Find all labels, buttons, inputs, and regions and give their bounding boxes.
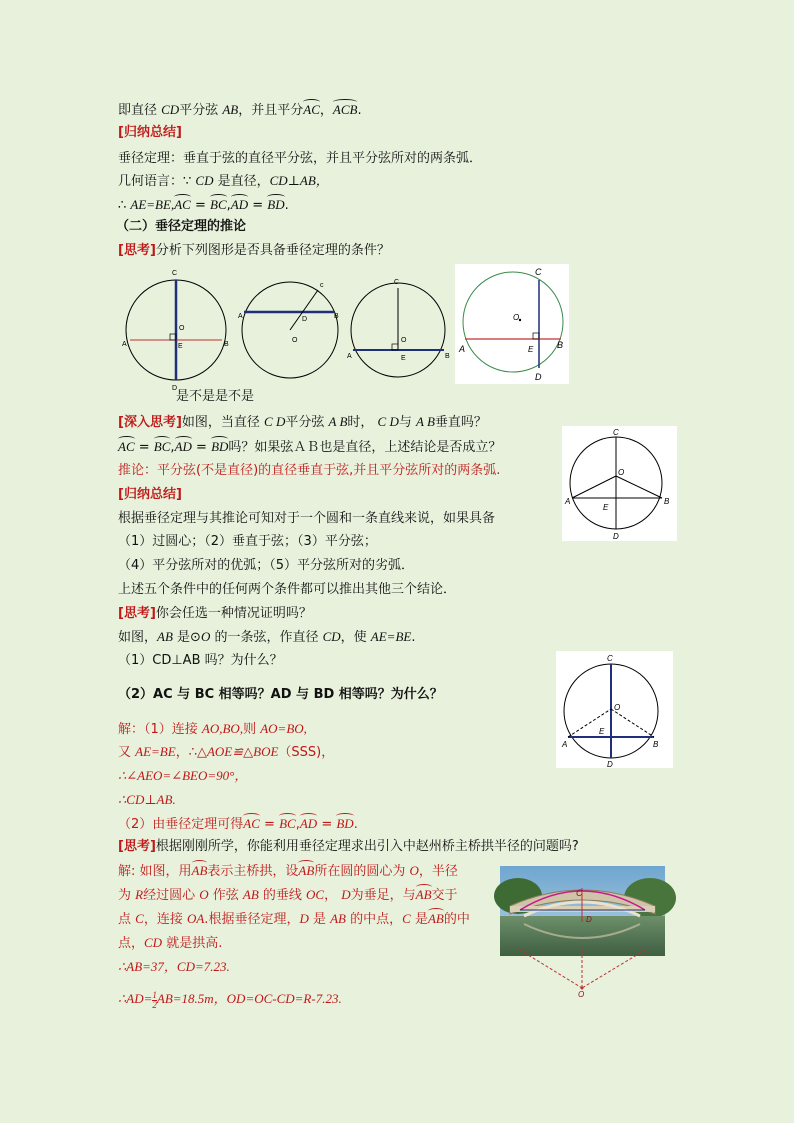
svg-text:O: O bbox=[578, 990, 585, 999]
svg-text:O: O bbox=[179, 325, 185, 332]
think-question-3: [思考]根据刚刚所学，你能利用垂径定理求出引入中赵州桥主桥拱半径的问题吗? bbox=[118, 839, 579, 854]
geometric-language: 几何语言：∵ CD 是直径，CD⊥AB， bbox=[118, 173, 329, 189]
svg-text:C: C bbox=[613, 428, 619, 437]
summary-text: 根据垂径定理与其推论可知对于一个圆和一条直线来说，如果具备 bbox=[118, 511, 496, 526]
svg-text:A: A bbox=[565, 497, 571, 506]
svg-text:D: D bbox=[607, 760, 613, 769]
figure-deep-panel bbox=[562, 426, 677, 541]
svg-text:E: E bbox=[401, 355, 406, 362]
svg-text:A: A bbox=[122, 341, 127, 348]
figure-caption: 是不是是不是 bbox=[176, 389, 255, 404]
svg-text:D: D bbox=[613, 532, 619, 541]
conclusion-line: ∴ AE=BE,AC = BC,AD = BD. bbox=[118, 197, 289, 213]
svg-text:C: C bbox=[535, 267, 542, 277]
bridge-solution-3: 点 C，连接 OA.根据垂径定理，D 是 AB 的中点，C 是AB的中 bbox=[118, 911, 470, 927]
deep-thinking-line-1: [深入思考]如图，当直径 C D平分弦 A B时， C D与 A B垂直吗？ bbox=[118, 414, 487, 430]
svg-text:A: A bbox=[238, 313, 243, 320]
svg-text:D: D bbox=[586, 915, 592, 924]
bridge-solution-2: 为 R经过圆心 O 作弦 AB 的垂线 OC， D为垂足，与AB交于 bbox=[118, 887, 458, 903]
bridge-photo-drawing bbox=[500, 866, 665, 956]
svg-text:B: B bbox=[664, 497, 670, 506]
condition-list-1: （1）过圆心；（2）垂直于弦；（3）平分弦； bbox=[118, 534, 377, 549]
think-question-2: [思考]你会任选一种情况证明吗？ bbox=[118, 606, 312, 621]
figure-circle-3 bbox=[345, 270, 455, 388]
calculation-1: ∴AB=37，CD=7.23. bbox=[118, 959, 230, 974]
svg-text:B: B bbox=[445, 353, 450, 360]
solution-step-2: 又 AE=BE，∴△AOE≌△BOE（SSS)， bbox=[118, 744, 335, 760]
svg-text:B: B bbox=[224, 341, 229, 348]
figure-circle-1 bbox=[118, 262, 238, 392]
calculation-2: ∴AD= $\frac{1}{2}$ AB=18.5m，OD=OC-CD=R-7.23. bbox=[118, 989, 342, 1010]
svg-text:C: C bbox=[172, 270, 178, 277]
svg-text:O: O bbox=[513, 313, 520, 322]
svg-text:E: E bbox=[178, 343, 183, 350]
figure-proof-panel bbox=[556, 651, 673, 768]
svg-text:E: E bbox=[528, 345, 534, 354]
arc-ac: AC bbox=[303, 102, 320, 117]
svg-text:D: D bbox=[172, 385, 178, 392]
solution-step-1: 解：（1）连接 AO,BO,则 AO=BO, bbox=[118, 721, 307, 737]
line-intro: 即直径 CD平分弦 AB，并且平分AC，ACB. bbox=[118, 102, 362, 118]
deep-thinking-line-2: AC = BC,AD = BD吗？如果弦ＡＢ也是直径，上述结论是否成立？ bbox=[118, 439, 502, 455]
condition-conclusion: 上述五个条件中的任何两个条件都可以推出其他三个结论． bbox=[118, 582, 457, 597]
svg-text:O: O bbox=[614, 703, 621, 712]
svg-text:A: A bbox=[562, 740, 568, 749]
svg-text:C: C bbox=[607, 654, 613, 663]
fraction-one-half: $\frac{1}{2}$ bbox=[152, 989, 157, 1010]
figure-circle-2 bbox=[236, 272, 346, 384]
svg-text:E: E bbox=[603, 503, 609, 512]
arc-acb: ACB bbox=[332, 102, 358, 117]
corollary-statement: 推论：平分弦(不是直径)的直径垂直于弦,并且平分弦所对的两条弧. bbox=[118, 463, 501, 478]
bridge-solution-1: 解: 如图，用AB表示主桥拱，设AB所在圆的圆心为 O，半径 bbox=[118, 863, 458, 879]
solution-step-5: （2）由垂径定理可得AC = BC,AD = BD. bbox=[118, 816, 358, 832]
svg-text:O: O bbox=[401, 337, 407, 344]
question-1: （1）CD⊥AB 吗？为什么？ bbox=[118, 653, 283, 668]
svg-text:O: O bbox=[292, 337, 298, 344]
svg-text:A: A bbox=[459, 344, 466, 354]
svg-text:E: E bbox=[599, 727, 605, 736]
figure-circle-4 bbox=[455, 264, 569, 384]
svg-text:A: A bbox=[347, 353, 352, 360]
svg-text:C: C bbox=[576, 888, 583, 898]
solution-step-4: ∴CD⊥AB. bbox=[118, 792, 176, 807]
figure-deep-circle bbox=[562, 426, 677, 541]
svg-text:B: B bbox=[557, 340, 564, 350]
bridge-photo bbox=[500, 866, 665, 956]
think-question-1: [思考]分析下列图形是否具备垂径定理的条件？ bbox=[118, 243, 390, 258]
svg-text:c: c bbox=[320, 282, 324, 289]
svg-text:C: C bbox=[394, 279, 400, 286]
svg-text:B: B bbox=[653, 740, 659, 749]
theorem-line: 垂径定理：垂直于弦的直径平分弦，并且平分弦所对的两条弧． bbox=[118, 151, 483, 166]
section-title-corollary: （二）垂径定理的推论 bbox=[116, 219, 247, 234]
svg-text:B: B bbox=[334, 313, 339, 320]
bridge-radius-lines bbox=[500, 950, 665, 998]
figure-proof-circle bbox=[556, 651, 673, 768]
heading-summary-2: [归纳总结] bbox=[118, 487, 182, 502]
bridge-solution-4: 点，CD 就是拱高. bbox=[118, 935, 223, 951]
proof-setup: 如图，AB 是⊙O 的一条弦，作直径 CD，使 AE=BE. bbox=[118, 629, 416, 645]
svg-text:D: D bbox=[535, 372, 542, 382]
heading-summary-1: [归纳总结] bbox=[118, 125, 182, 140]
svg-text:O: O bbox=[618, 468, 625, 477]
condition-list-2: （4）平分弦所对的优弧；（5）平分弦所对的劣弧． bbox=[118, 558, 415, 573]
svg-text:D: D bbox=[302, 316, 308, 323]
figure-circle-4-panel bbox=[455, 264, 569, 384]
question-2: （2）AC 与 BC 相等吗？AD 与 BD 相等吗？为什么？ bbox=[118, 687, 443, 702]
solution-step-3: ∴∠AEO=∠BEO=90°， bbox=[118, 768, 248, 783]
